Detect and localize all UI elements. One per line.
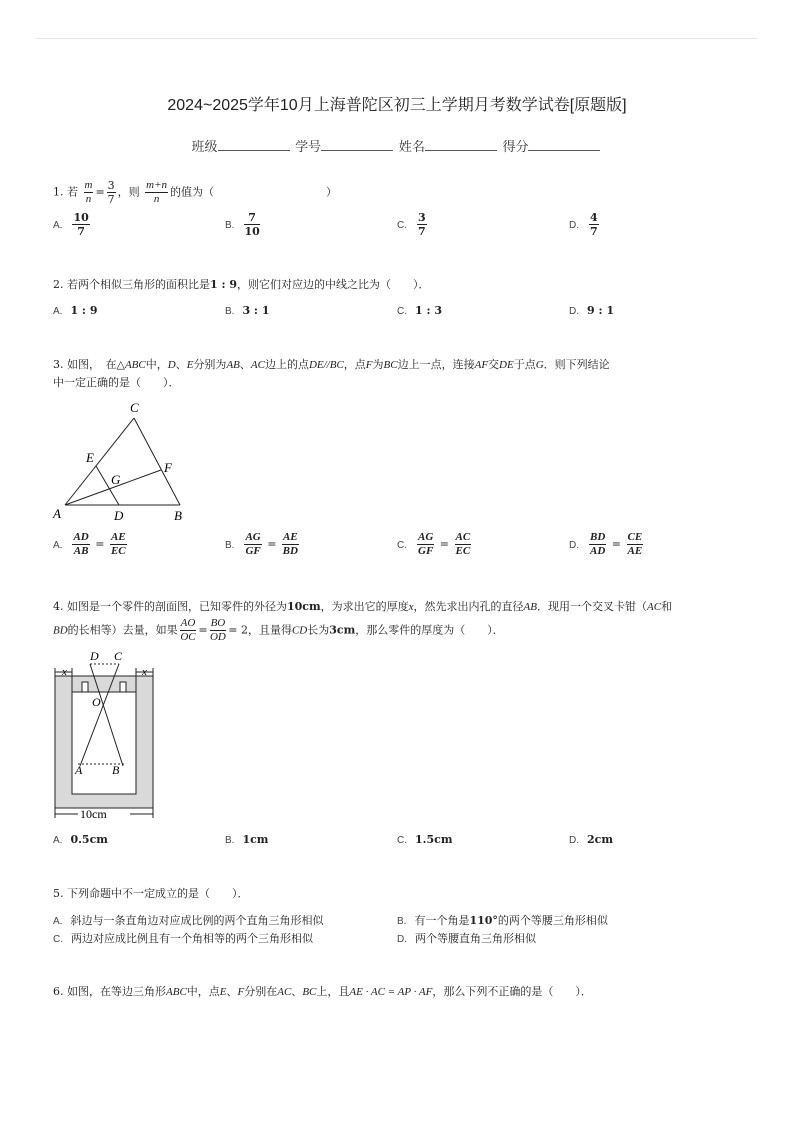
q1-cond-fraction: $\frac{m}{n}$ <box>84 179 93 205</box>
question-6: 6. 如图，在等边三角形ABC中，点E、F分别在AC、BC上，且AE · AC = AP · AF，那么下列不正确的是（ ）． <box>53 985 592 998</box>
label-b: B <box>112 763 120 777</box>
q2-option-b[interactable]: B. 3 : 1 <box>225 304 270 317</box>
q2-option-a[interactable]: A. 1 : 9 <box>53 304 98 317</box>
question-2: 2. 若两个相似三角形的面积比是1 : 9，则它们对应边的中线之比为（ ）． <box>53 278 430 291</box>
q3-option-a[interactable]: A. $\frac{AD}{AB}$ = $\frac{AE}{EC}$ <box>53 531 126 557</box>
class-label: 班级 <box>191 139 218 154</box>
id-label: 学号 <box>295 139 322 154</box>
q4-option-d[interactable]: D. 2cm <box>569 833 613 846</box>
id-blank[interactable] <box>321 138 393 151</box>
q5-option-b[interactable]: B. 有一个角是110°的两个等腰三角形相似 <box>397 914 608 927</box>
page-title: 2024~2025学年10月上海普陀区初三上学期月考数学试卷[原题版] <box>167 97 627 114</box>
q5-option-a[interactable]: A. 斜边与一条直角边对应成比例的两个直角三角形相似 <box>53 914 324 927</box>
q1-expr-fraction: $\frac{m+n}{n}$ <box>146 179 168 205</box>
name-label: 姓名 <box>398 139 425 154</box>
q4-option-a[interactable]: A. 0.5cm <box>53 833 108 846</box>
label-f: F <box>164 460 172 475</box>
q1-option-c[interactable]: C. $\frac{3}{7}$ <box>397 211 426 238</box>
label-b: B <box>174 508 182 523</box>
name-blank[interactable] <box>425 138 497 151</box>
q3-option-d[interactable]: D. $\frac{BD}{AD}$ = $\frac{CE}{AE}$ <box>569 531 643 557</box>
question-3: 3. 如图， 在△ABC中，D、E分别为AB、AC边上的点DE//BC，点F为BC边上一点，连接AF交DE于点G．则下列结论 <box>53 358 610 371</box>
label-a: A <box>53 506 61 521</box>
q5-option-d[interactable]: D. 两个等腰直角三角形相似 <box>397 932 536 945</box>
q2-option-d[interactable]: D. 9 : 1 <box>569 304 615 317</box>
label-c: C <box>130 400 139 415</box>
class-blank[interactable] <box>218 138 290 151</box>
top-divider <box>36 38 758 39</box>
question-3-line2: 中一定正确的是（ ）． <box>53 376 180 389</box>
label-d: D <box>90 649 99 663</box>
q3-option-c[interactable]: C. $\frac{AG}{GF}$ = $\frac{AC}{EC}$ <box>397 531 471 557</box>
label-e: E <box>86 450 94 465</box>
q4-part-figure <box>50 648 165 823</box>
question-4: 4. 如图是一个零件的剖面图，已知零件的外径为10cm，为求出它的厚度x，然先求出内孔的直径AB．现用一个交叉卡钳（AC和 <box>53 600 673 613</box>
q4-option-c[interactable]: C. 1.5cm <box>397 833 453 846</box>
label-g: G <box>111 472 121 487</box>
q1-option-b[interactable]: B. $\frac{7}{10}$ <box>225 211 260 238</box>
student-info-row <box>0 136 794 155</box>
q2-option-c[interactable]: C. 1 : 3 <box>397 304 443 317</box>
label-10cm: 10cm <box>80 807 107 821</box>
segment-bc <box>134 418 180 505</box>
q5-option-c[interactable]: C. 两边对应成比例且有一个角相等的两个三角形相似 <box>53 932 313 945</box>
label-o: O <box>92 695 101 709</box>
label-d: D <box>114 508 124 523</box>
score-blank[interactable] <box>528 138 600 151</box>
question-1: 1. 若 $\frac{m}{n}$ = $\frac{3}{7}$ ，则 $\frac{m+n}{n}$ 的值为（ ） <box>53 179 338 206</box>
q3-triangle-figure <box>50 398 200 524</box>
q3-option-b[interactable]: B. $\frac{AG}{GF}$ = $\frac{AE}{BD}$ <box>225 531 298 557</box>
label-x-left: x <box>62 666 67 678</box>
q1-option-d[interactable]: D. $\frac{4}{7}$ <box>569 211 598 238</box>
label-x-right: x <box>142 666 147 678</box>
question-4-line2: BD的长相等）去量，如果 $\frac{AO}{OC}$ = $\frac{BO}{OD}$ = 2，且量得CD长为3cm，那么零件的厚度为（ ）． <box>53 617 504 643</box>
q4-option-b[interactable]: B. 1cm <box>225 833 269 846</box>
score-label: 得分 <box>502 139 529 154</box>
q1-option-a[interactable]: A. $\frac{10}{7}$ <box>53 211 89 238</box>
label-c: C <box>114 649 123 663</box>
label-a: A <box>75 763 83 777</box>
question-5: 5. 下列命题中不一定成立的是（ ）． <box>53 887 249 900</box>
